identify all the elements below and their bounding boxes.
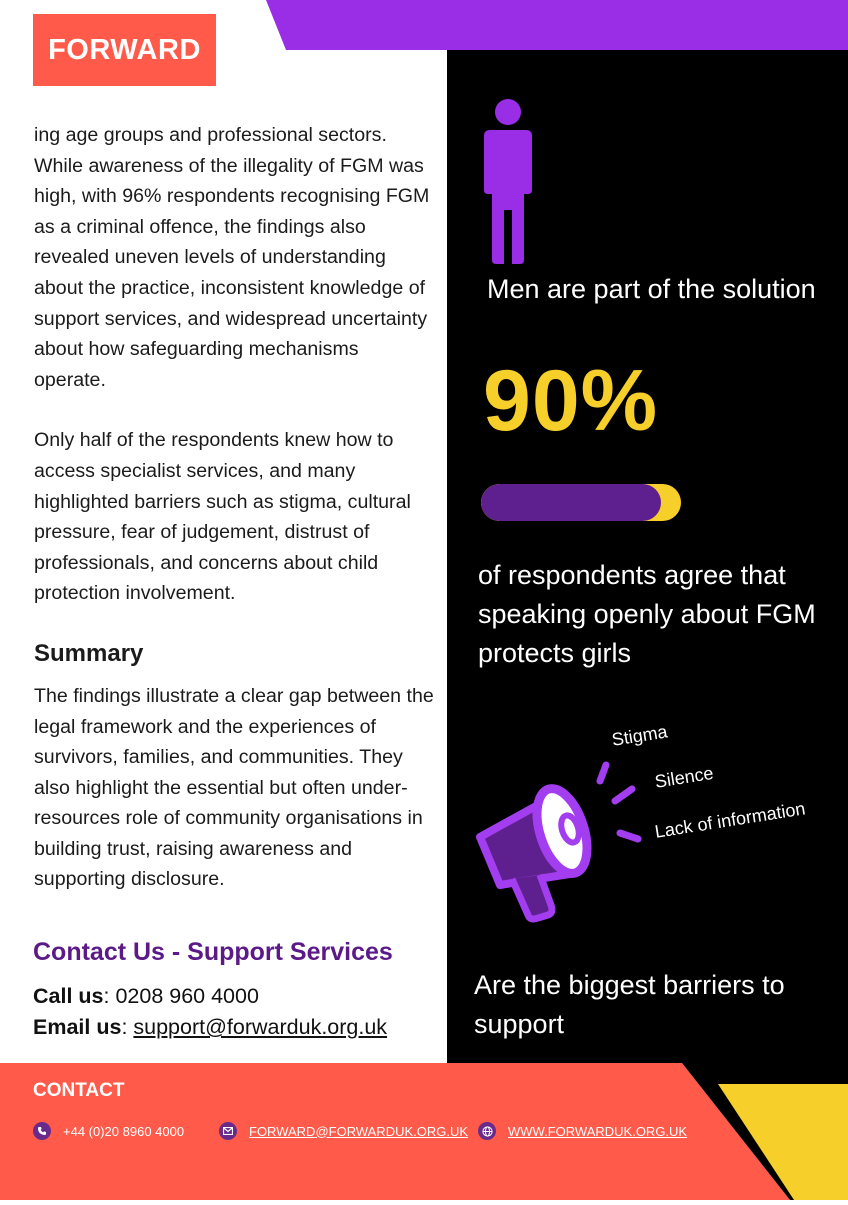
barriers-statement: Are the biggest barriers to support [474,970,785,1039]
email-line [33,1015,387,1040]
person-icon [484,98,532,264]
intro-paragraph: ing age groups and professional sectors. While awareness of the illegality of FGM was high, with 96% respondents recognising FGM as a criminal offence, the findings also revealed uneven levels of understanding about the practice, inconsistent knowledge of support services, and widespread uncertainty about how safeguarding mechanisms operate. [34,124,430,391]
email-label: Email us [33,1015,122,1039]
globe-icon [478,1122,496,1140]
footer-website-text: WWW.FORWARDUK.ORG.UK [508,1123,688,1139]
logo-text: FORWARD [48,33,201,66]
barrier-label: Stigma [610,721,669,750]
footer-phone[interactable] [33,1122,184,1140]
forward-logo [33,14,216,86]
left-column [34,120,434,895]
summary-heading: Summary [34,639,144,667]
summary-paragraph: The findings illustrate a clear gap between the legal framework and the experiences of survivors, families, and communities. They also highlight the essential but often under-resources role of community organisations in building trust, raising awareness and supporting disclosure. [34,684,434,891]
call-line [33,984,259,1009]
barrier-label: Silence [653,762,715,792]
call-number[interactable]: : 0208 960 4000 [103,984,259,1008]
progress-fill [481,484,661,521]
agree-statement: of respondents agree that speaking openly about FGM protects girls [478,560,816,668]
megaphone-icon [470,755,650,925]
email-icon [219,1122,237,1140]
percentage-stat: 90% [483,353,659,449]
email-link[interactable]: support@forwarduk.org.uk [133,1015,388,1039]
call-label: Call us [33,984,104,1008]
phone-icon [33,1122,51,1140]
services-paragraph: Only half of the respondents knew how to access specialist services, and many highlighted barriers such as stigma, cultural pressure, fear of judgement, distrust of professionals, and concerns about child protection involvement. [34,429,411,605]
footer-phone-text: +44 (0)20 8960 4000 [63,1123,185,1139]
footer-website[interactable] [478,1122,687,1140]
men-solution-text: Men are part of the solution [487,274,816,304]
footer-email[interactable] [219,1122,468,1140]
email-separator: : [121,1015,134,1039]
footer-email-text: FORWARD@FORWARDUK.ORG.UK [249,1123,469,1139]
progress-bar [481,484,681,521]
barrier-label: Lack of information [653,798,807,842]
contact-heading: Contact Us - Support Services [33,938,393,966]
footer-contact-title: CONTACT [33,1080,125,1101]
